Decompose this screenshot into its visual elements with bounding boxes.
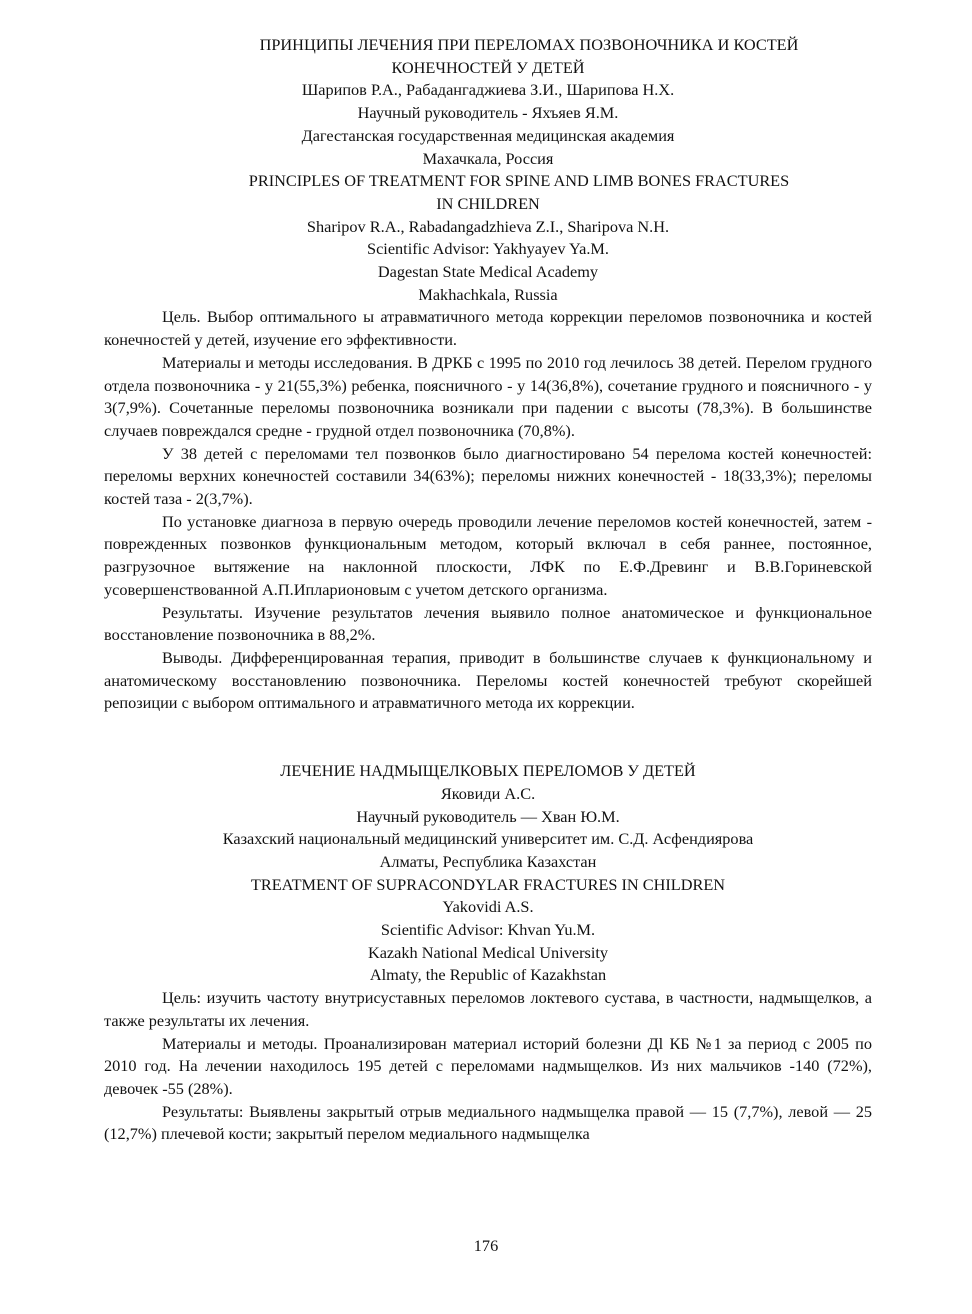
article-2-authors-ru: Яковиди А.С. — [440, 783, 536, 803]
article-1-city-ru: Махачкала, Россия — [422, 148, 554, 168]
article-2-institution-ru: Казахский национальный медицинский университет им. С.Д. Асфендиярова — [222, 829, 754, 849]
page-content — [104, 34, 872, 1146]
article-1-title-en-line-1: PRINCIPLES OF TREATMENT FOR SPINE AND LIMB BONES FRACTURES — [248, 171, 790, 191]
article-1-paragraph-fractures: У 38 детей с переломами тел позвонков было диагностировано 54 перелома костей конечностей: переломы верхних конечностей составили 34(63%); переломы нижних конечностей - 18(33,3%); переломы костей таза - 2(3,7%). — [104, 443, 872, 509]
article-2-institution-en: Kazakh National Medical University — [367, 942, 609, 962]
article-1-advisor-en: Scientific Advisor: Yakhyayev Ya.M. — [367, 239, 609, 259]
section-spacer — [104, 715, 872, 760]
article-2-city-ru: Алматы, Республика Казахстан — [379, 851, 597, 871]
article-1-authors-ru: Шарипов Р.А., Рабадангаджиева З.И., Шарипова Н.Х. — [301, 80, 675, 100]
article-1-authors-en: Sharipov R.A., Rabadangadzhieva Z.I., Sharipova N.H. — [306, 216, 670, 236]
article-2 — [104, 760, 872, 1146]
article-2-paragraph-results: Результаты: Выявлены закрытый отрыв медиального надмыщелка правой — 15 (7,7%), левой — 25 (12,7%) плечевой кости; закрытый перелом медиального надмыщелка — [104, 1101, 872, 1144]
article-2-title-en: TREATMENT OF SUPRACONDYLAR FRACTURES IN CHILDREN — [250, 874, 726, 894]
article-2-paragraph-aim: Цель: изучить частоту внутрисуставных переломов локтевого сустава, в частности, надмыщелков, а также результаты их лечения. — [104, 988, 872, 1030]
article-1-title-ru-line-1: ПРИНЦИПЫ ЛЕЧЕНИЯ ПРИ ПЕРЕЛОМАХ ПОЗВОНОЧНИКА И КОСТЕЙ — [259, 35, 799, 54]
article-1-paragraph-methods: Материалы и методы исследования. В ДРКБ с 1995 по 2010 год лечилось 38 детей. Перелом грудного отдела позвоночника - у 21(55,3%) ребенка, поясничного - у 14(36,8%), сочетание грудного и поясничного - у 3(7,9%). Сочетанные переломы позвоночника возникали при падении с высоты (78,3%). В большинстве случаев повреждался средне - грудной отдел позвоночника (70,8%). — [104, 352, 872, 440]
article-2-city-en: Almaty, the Republic of Kazakhstan — [369, 965, 607, 985]
article-1-paragraph-aim: Цель. Выбор оптимального ы атравматичного метода коррекции переломов позвоночника и костей конечностей у детей, изучение его эффективности. — [104, 307, 872, 350]
article-1-title-en-line-2: IN CHILDREN — [436, 193, 540, 213]
article-1-title-ru-line-2: КОНЕЧНОСТЕЙ У ДЕТЕЙ — [391, 57, 585, 77]
article-1-institution-en: Dagestan State Medical Academy — [377, 262, 599, 282]
article-1 — [104, 34, 872, 715]
article-1-paragraph-conclusions: Выводы. Дифференцированная терапия, приводит в большинстве случаев к функциональному и анатомическому восстановлению позвоночника. Переломы костей конечностей требуют скорейшей репозиции с выбором оптимального и атравматичного метода их коррекции. — [104, 647, 872, 713]
article-2-advisor-ru: Научный руководитель — Хван Ю.М. — [356, 806, 620, 826]
article-1-paragraph-results: Результаты. Изучение результатов лечения выявило полное анатомическое и функциональное восстановление позвоночника в 88,2%. — [104, 602, 872, 645]
article-1-paragraph-treatment: По установке диагноза в первую очередь проводили лечение переломов костей конечностей, затем - поврежденных позвонков функциональным методом, который включал в себя раннее, постоянное, разгрузочное вытяжение на наклонной плоскости, ЛФК по Е.Ф.Древинг и В.В.Гориневской усовершенствованной А.П.Ипларионовым с учетом детского организма. — [104, 511, 872, 599]
article-1-advisor-ru: Научный руководитель - Яхъяев Я.М. — [357, 103, 619, 123]
article-1-institution-ru: Дагестанская государственная медицинская академия — [301, 125, 675, 145]
article-2-authors-en: Yakovidi A.S. — [442, 897, 534, 917]
article-2-paragraph-methods: Материалы и методы. Проанализирован материал историй болезни Дl КБ №1 за период с 2005 по 2010 год. На лечении находилось 195 детей с переломами надмыщелков. Из них мальчиков -140 (72%), девочек -55 (28%). — [104, 1033, 872, 1098]
page-number: 176 — [473, 1236, 499, 1255]
article-1-city-en: Makhachkala, Russia — [418, 284, 558, 304]
article-2-advisor-en: Scientific Advisor: Khvan Yu.M. — [380, 920, 596, 940]
article-2-title-ru: ЛЕЧЕНИЕ НАДМЫЩЕЛКОВЫХ ПЕРЕЛОМОВ У ДЕТЕЙ — [280, 761, 696, 781]
